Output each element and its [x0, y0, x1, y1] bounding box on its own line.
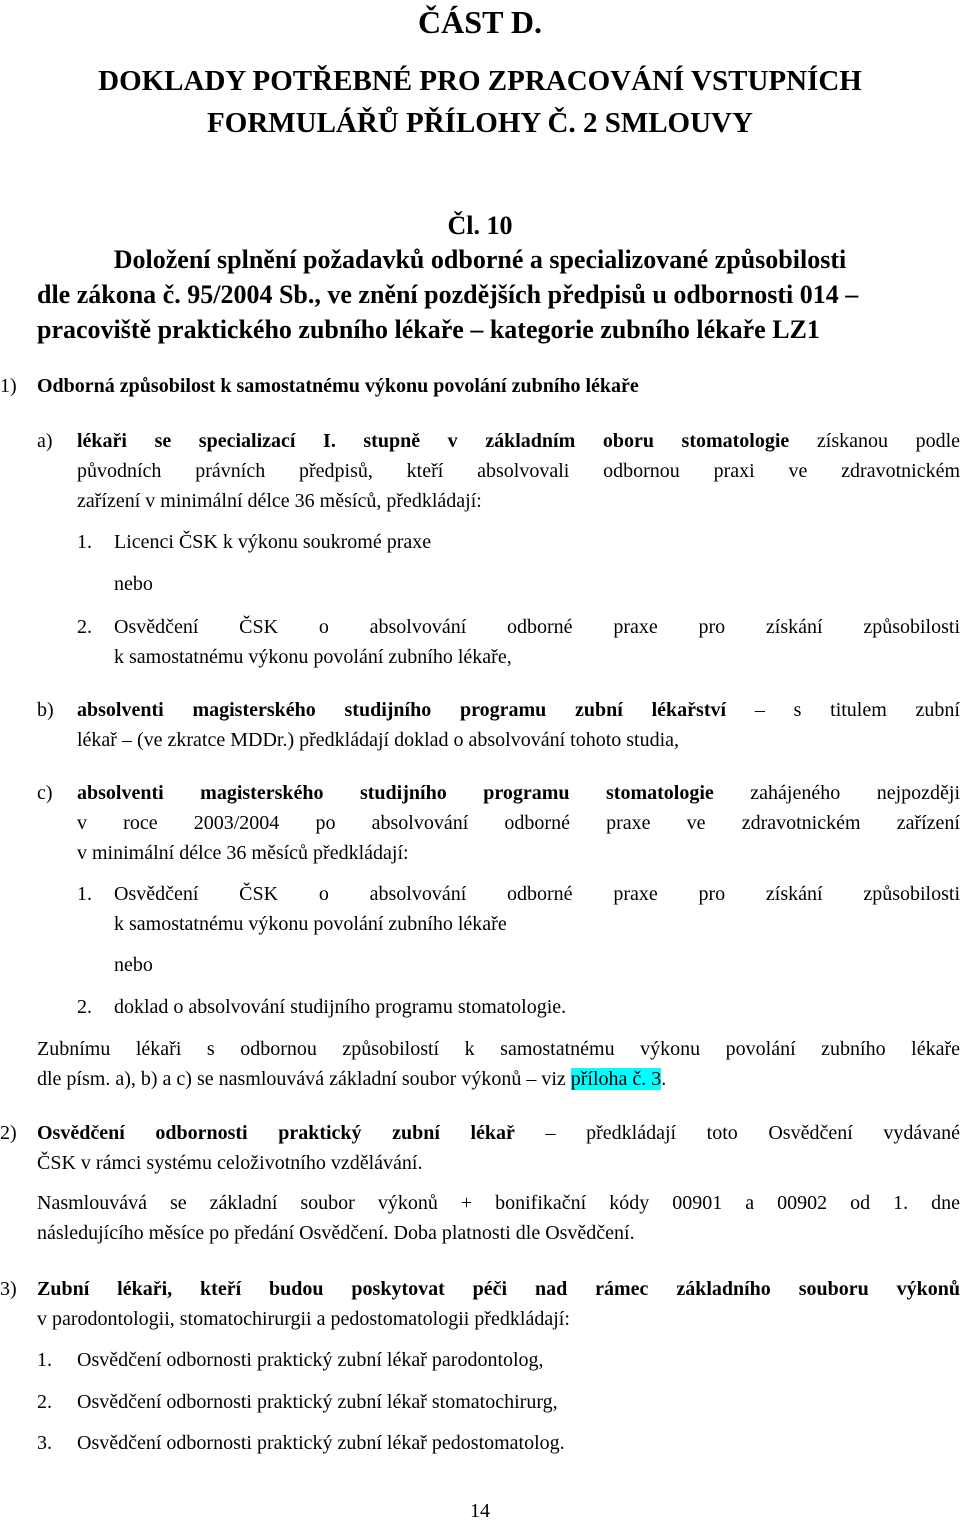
- section-3-item-1-text: Osvědčení odbornosti praktický zubní lékař parodontolog,: [77, 1349, 544, 1371]
- section-2-bold: Osvědčení odbornosti praktický zubní lékař: [37, 1122, 515, 1144]
- section-1-number: 1): [0, 375, 17, 397]
- item-c-line-1: [77, 780, 960, 806]
- item-c-nebo: nebo: [114, 954, 153, 976]
- item-a-2-line-1: Osvědčení ČSK o absolvování odborné praxe pro získání způsobilosti: [114, 616, 960, 638]
- summary-line-2-end: .: [661, 1068, 667, 1090]
- item-a-text: získanou podle: [789, 430, 960, 452]
- item-c-1-line-1: Osvědčení ČSK o absolvování odborné praxe pro získání způsobilosti: [114, 883, 960, 905]
- section-3-item-3-number: 3.: [37, 1432, 52, 1454]
- article-title-line-1: Doložení splnění požadavků odborné a specializované způsobilosti: [113, 245, 847, 274]
- heading-line-2: FORMULÁŘŮ PŘÍLOHY Č. 2 SMLOUVY: [207, 107, 753, 139]
- item-a-line-1: [77, 428, 960, 454]
- item-c-1-number: 1.: [77, 883, 92, 905]
- section-3-line-2: v parodontologii, stomatochirurgii a pedostomatologii předkládají:: [37, 1308, 570, 1330]
- item-c-2-text: doklad o absolvování studijního programu stomatologie.: [114, 996, 567, 1018]
- item-a-2-number: 2.: [77, 616, 92, 638]
- item-c-2-number: 2.: [77, 996, 92, 1018]
- section-2-line-2: ČSK v rámci systému celoživotního vzdělávání.: [37, 1152, 423, 1174]
- summary-line-2-text: dle písm. a), b) a c) se nasmlouvává základní soubor výkonů – viz: [37, 1068, 571, 1090]
- page-number: 14: [470, 1500, 490, 1522]
- section-1-title-text: Odborná způsobilost k samostatnému výkonu povolání zubního lékaře: [37, 375, 639, 397]
- item-b-line-2: lékař – (ve zkratce MDDr.) předkládají doklad o absolvování tohoto studia,: [77, 729, 680, 751]
- section-2-para-line-1: Nasmlouvává se základní soubor výkonů + bonifikační kódy 00901 a 00902 od 1. dne: [37, 1192, 960, 1214]
- item-c-bold-1: absolventi magisterského studijního programu: [77, 782, 570, 804]
- article-title-line-3: pracoviště praktického zubního lékaře – kategorie zubního lékaře LZ1: [37, 315, 820, 344]
- item-a-line-3: zařízení v minimální délce 36 měsíců, předkládají:: [77, 490, 482, 512]
- item-c-line-2: v roce 2003/2004 po absolvování odborné praxe ve zdravotnickém zařízení: [77, 812, 960, 834]
- section-2-number: 2): [0, 1122, 17, 1144]
- heading-line-1: DOKLADY POTŘEBNÉ PRO ZPRACOVÁNÍ VSTUPNÍCH: [98, 65, 862, 97]
- item-a-1-text: Licenci ČSK k výkonu soukromé praxe: [114, 531, 432, 553]
- section-3-item-2-number: 2.: [37, 1391, 52, 1413]
- item-c-label: c): [37, 782, 53, 804]
- item-b-text: – s titulem zubní: [726, 699, 960, 721]
- section-2-text: – předkládají toto Osvědčení vydávané: [514, 1122, 960, 1144]
- section-3-item-2-text: Osvědčení odbornosti praktický zubní lékař stomatochirurg,: [77, 1391, 558, 1413]
- section-3-item-3-text: Osvědčení odbornosti praktický zubní lékař pedostomatolog.: [77, 1432, 565, 1454]
- item-a-bold: lékaři se specializací I. stupně v základním oboru stomatologie: [77, 430, 790, 452]
- item-a-label: a): [37, 430, 53, 452]
- article-number: Čl. 10: [447, 211, 513, 240]
- item-b-bold: absolventi magisterského studijního programu zubní lékařství: [77, 699, 727, 721]
- item-c-bold-2: stomatologie: [606, 782, 714, 804]
- item-b-line-1: [77, 697, 960, 723]
- summary-line-1: Zubnímu lékaři s odbornou způsobilostí k samostatnému výkonu povolání zubního lékaře: [37, 1038, 960, 1060]
- item-c-line-3: v minimální délce 36 měsíců předkládají:: [77, 842, 409, 864]
- item-a-1-number: 1.: [77, 531, 92, 553]
- part-title: ČÁST D.: [418, 4, 542, 40]
- section-3-item-1-number: 1.: [37, 1349, 52, 1371]
- section-2-para-line-2: následujícího měsíce po předání Osvědčení. Doba platnosti dle Osvědčení.: [37, 1222, 635, 1244]
- item-a-2-line-2: k samostatnému výkonu povolání zubního lékaře,: [114, 646, 512, 668]
- item-a-line-2: původních právních předpisů, kteří absolvovali odbornou praxi ve zdravotnickém: [77, 460, 960, 482]
- attachment-reference-link[interactable]: příloha č. 3: [570, 1068, 662, 1090]
- section-3-bold: Zubní lékaři, kteří budou poskytovat péči nad rámec základního souboru výkonů: [37, 1278, 960, 1300]
- item-b-label: b): [37, 699, 54, 721]
- summary-line-2: [37, 1066, 666, 1092]
- item-c-text: zahájeného nejpozději: [713, 782, 960, 804]
- item-a-nebo: nebo: [114, 573, 153, 595]
- section-1-title: [37, 373, 639, 399]
- section-3-line-1: [37, 1276, 960, 1302]
- section-2-line-1: [37, 1120, 960, 1146]
- item-c-1-line-2: k samostatnému výkonu povolání zubního lékaře: [114, 913, 507, 935]
- section-3-number: 3): [0, 1278, 17, 1300]
- article-title-line-2: dle zákona č. 95/2004 Sb., ve znění pozdějších předpisů u odbornosti 014 –: [37, 280, 859, 309]
